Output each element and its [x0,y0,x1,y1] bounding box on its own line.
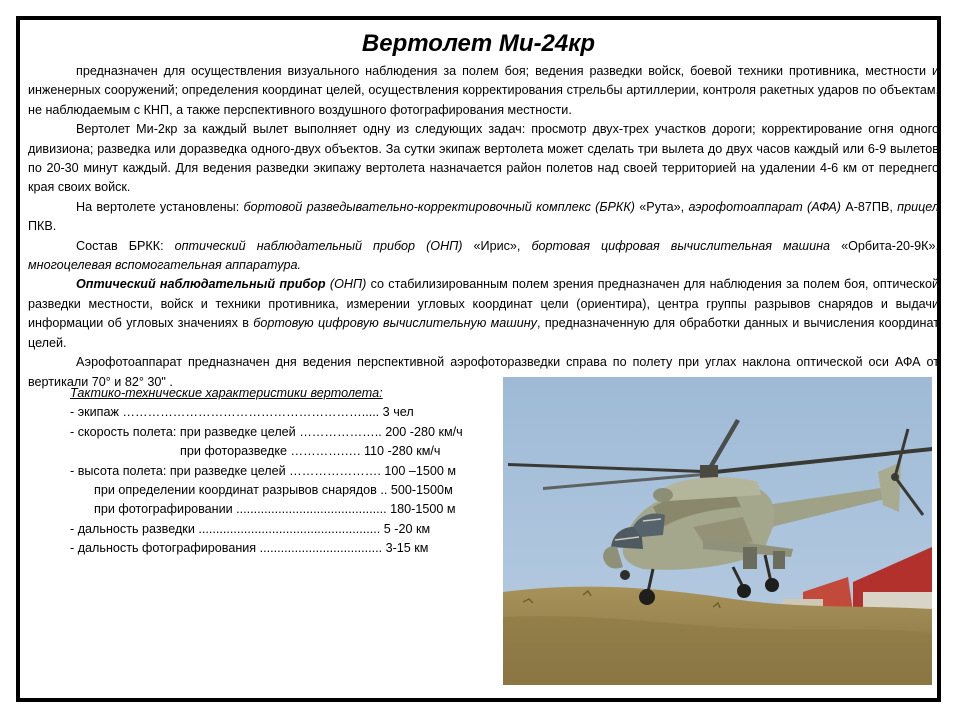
text-run-italic: аэрофотоаппарат (АФА) [688,199,841,214]
specs-list [70,384,500,559]
text-run: , предназначенную для обработки данных и вычисления координат целей. [28,316,940,350]
spec-line: - скорость полета: при разведке целей ……………….. 200 -280 км/ч [70,424,463,439]
helicopter-illustration [503,377,932,685]
paragraph-tasks: Вертолет Ми-2кр за каждый вылет выполняет одну из следующих задач: просмотр двух-трех участков дороги; корректирование огня одного дивизиона; разведка или доразведка одного-двух объектов. За сутки экипаж вертолета может сделать три вылета до двух часов каждый или 6-9 вылетов по 20-30 минут каждый. Для ведения разведки экипажу вертолета назначается район полетов над своей территорией на удалении 4-6 км от переднего края своих войск. [28,122,939,195]
paragraph-purpose: предназначен для осуществления визуального наблюдения за полем боя; ведения разведки войск, боевой техники противника, местности и инженерных сооружений; определения координат целей, осуществления корректирования стрельбы артиллерии, контроля ракетных ударов по объектам, не наблюдаемым с КНП, а также перспективного воздушного фотографирования местности. [28,64,939,117]
spec-line: - дальность фотографирования ................................... 3-15 км [70,541,429,556]
body-text [28,62,939,392]
spec-line: при определении координат разрывов снарядов .. 500-1500м [94,483,453,498]
paragraph-onp [28,275,939,353]
text-run: «Ирис», [462,238,532,253]
paragraph-brkk [28,237,939,276]
spec-line: - дальность разведки .................................................... 5 -20 км [70,521,431,536]
spec-line: при фотографировании ........................................... 180-1500 м [94,502,456,517]
text-run-italic: бортовая цифровая вычислительная машина [531,238,831,253]
paragraph-equipment [28,198,939,237]
text-run-italic: оптический наблюдательный прибор (ОНП) [174,238,463,253]
text-run-bold-italic: Оптический наблюдательный прибор [76,277,326,292]
text-run-italic: бортовую цифровую вычислительную машину [253,316,537,331]
spec-line: при фоторазведке ………….…. 110 -280 км/ч [180,444,441,459]
page-title: Вертолет Ми-24кр [361,30,596,57]
text-run: ПКВ. [28,219,57,234]
text-run: На вертолете установлены: [76,199,244,214]
slide-frame [16,16,941,702]
text-run: А-87ПВ, [840,199,898,214]
spec-line: - высота полета: при разведке целей …………………. 100 –1500 м [70,463,457,478]
paragraph-afa: Аэрофотоаппарат предназначен дня ведения перспективной аэрофоторазведки справа по полету при углах наклона оптической оси АФА от вертикали 70° и 82° 30" . [28,355,939,389]
text-run: со стабилизированным полем зрения предназначен для наблюдения за полем боя, оптической разведки местности, войск и техники противника, измерении угловых координат цели (ориентира), центра группы разрывов снарядов и выдачи информации об угловых значениях в [28,277,940,331]
text-run: «Рута», [634,199,689,214]
helicopter-photo [503,377,932,685]
text-run-italic: многоцелевая вспомогательная аппаратура. [28,258,302,273]
specs-heading: Тактико-технические характеристики вертолета: [70,386,383,400]
text-run-italic: бортовой разведывательно-корректировочный комплекс (БРКК) [243,199,635,214]
text-run: Состав БРКК: [76,238,175,253]
text-run: «Орбита-20-9К», [830,238,939,253]
spec-line: - экипаж …………………………………………………..... 3 чел [70,405,414,420]
text-run-italic: прицел [897,199,939,214]
text-run-italic: (ОНП) [325,277,367,292]
